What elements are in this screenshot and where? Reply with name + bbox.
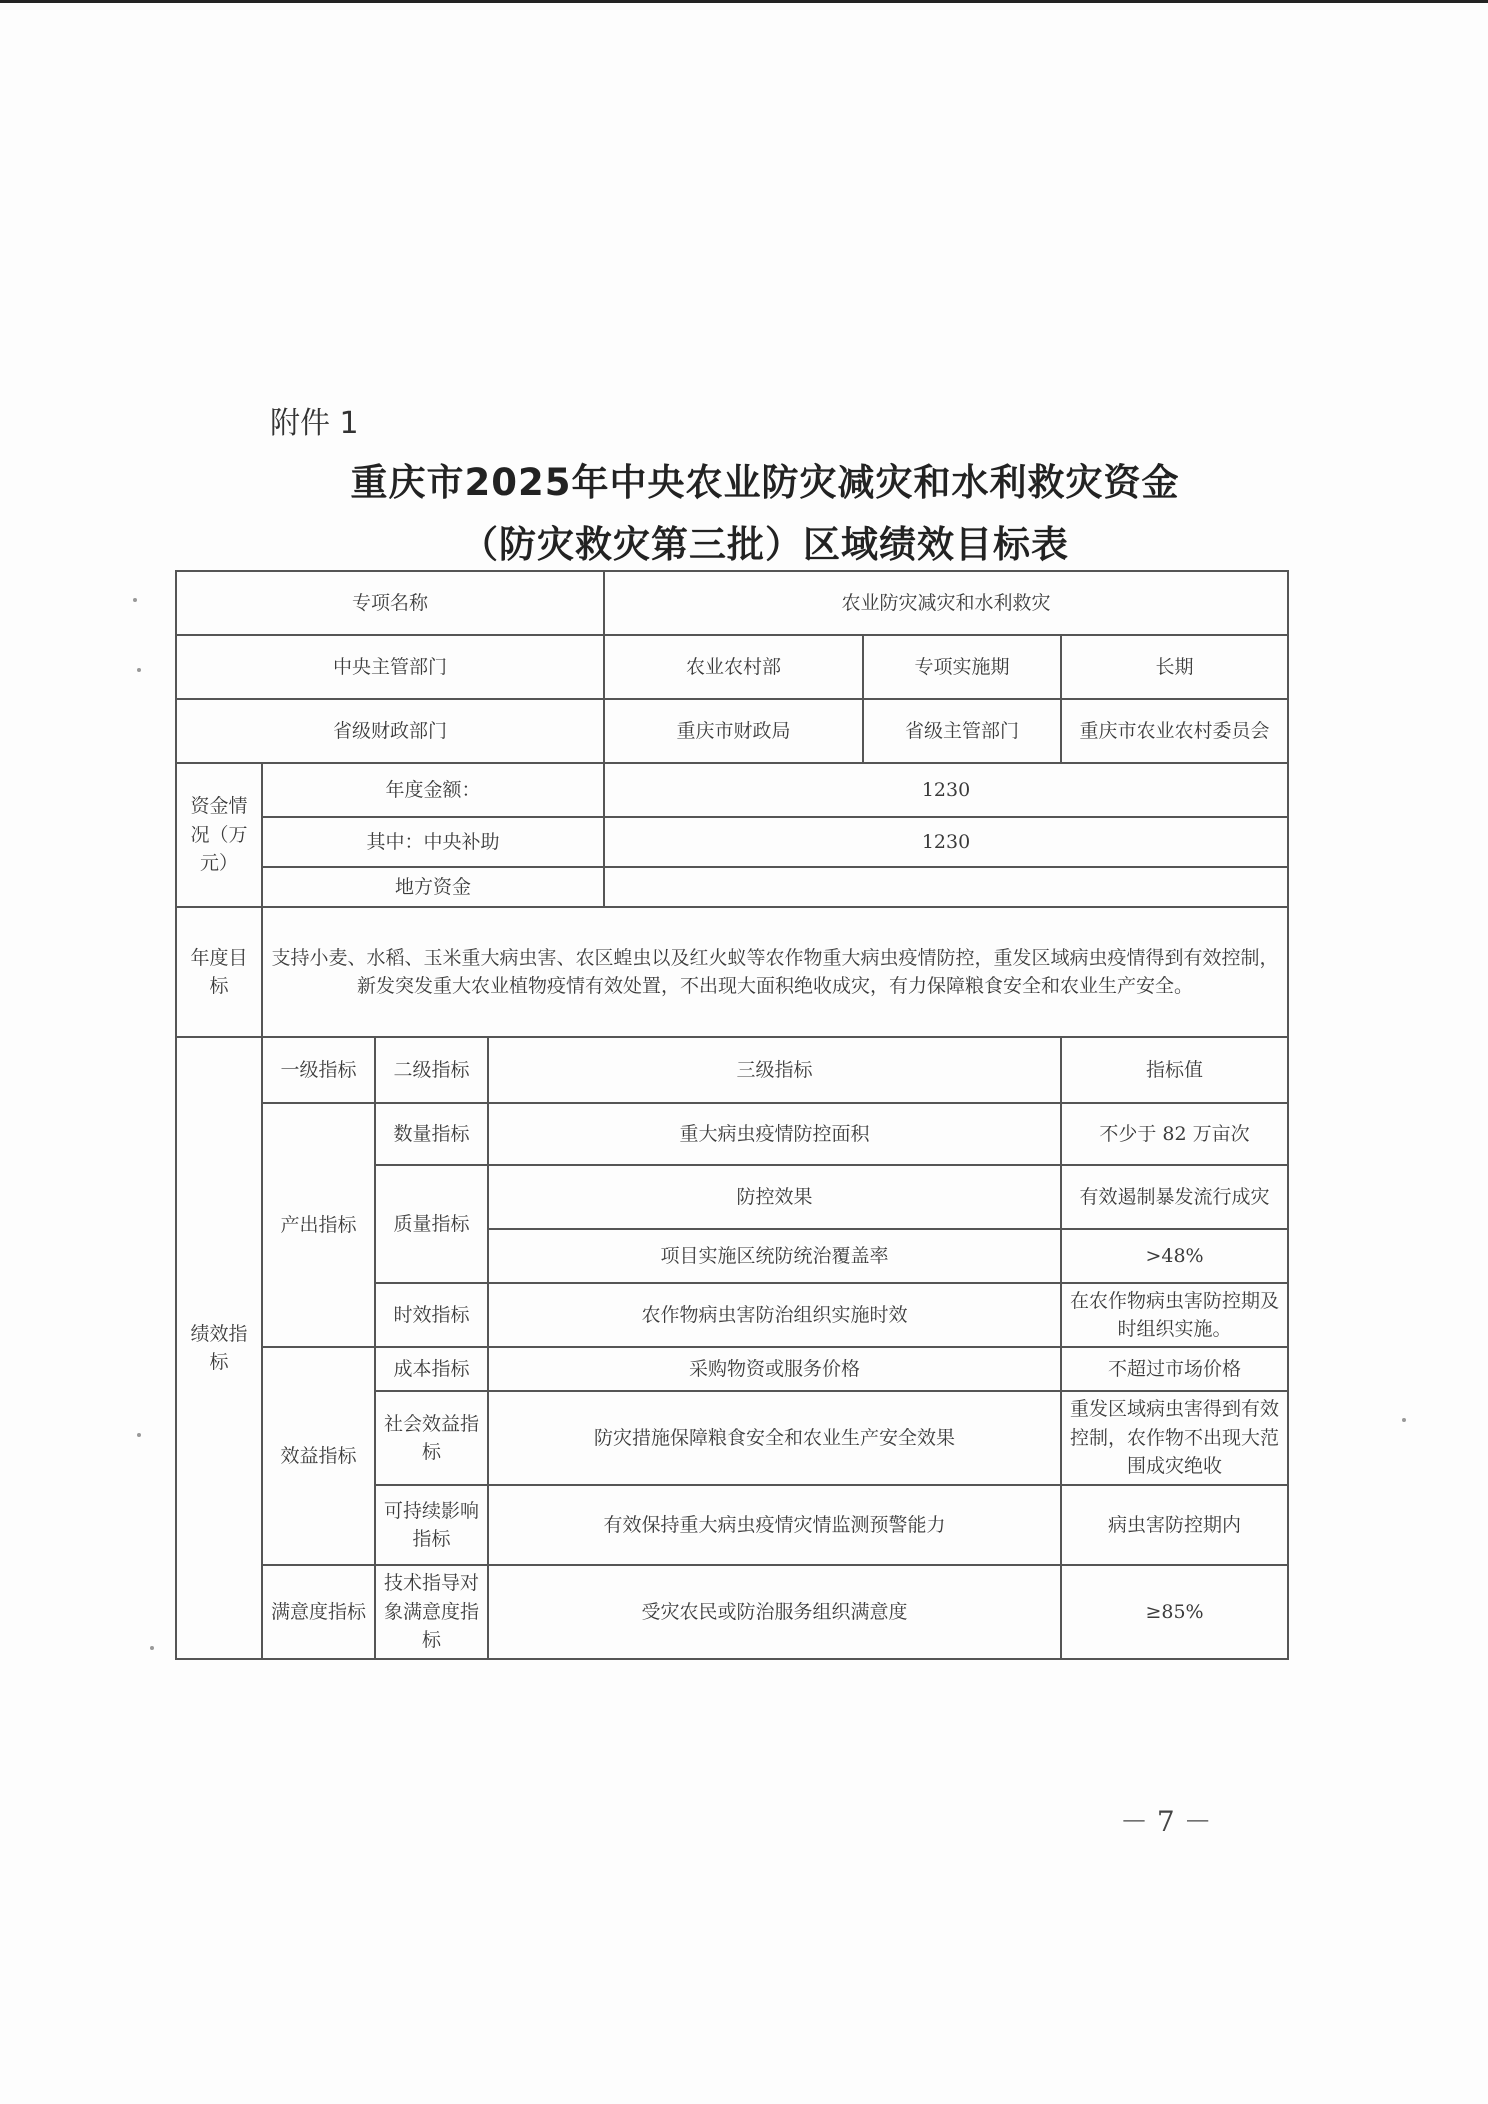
central-dept-label: 中央主管部门 <box>176 635 604 699</box>
scan-speck <box>137 668 141 672</box>
level3-cell: 受灾农民或防治服务组织满意度 <box>488 1565 1061 1659</box>
perf-label: 绩效指标 <box>176 1037 262 1659</box>
attachment-label: 附件 1 <box>270 406 359 441</box>
row-local-funds <box>176 867 1288 907</box>
level3-cell: 防灾措施保障粮食安全和农业生产安全效果 <box>488 1391 1061 1485</box>
satisfaction-label: 满意度指标 <box>262 1565 375 1659</box>
project-name-label: 专项名称 <box>176 571 604 635</box>
central-dept-value: 农业农村部 <box>604 635 863 699</box>
indicator-value: ≥85% <box>1061 1565 1288 1659</box>
indicator-row <box>176 1347 1288 1391</box>
header-level3: 三级指标 <box>488 1037 1061 1103</box>
indicator-value: 重发区域病虫害得到有效控制，农作物不出现大范围成灾绝收 <box>1061 1391 1288 1485</box>
local-funds-value <box>604 867 1288 907</box>
annual-amount-label: 年度金额： <box>262 763 604 817</box>
row-annual-amount <box>176 763 1288 817</box>
central-subsidy-value: 1230 <box>604 817 1288 867</box>
annual-goal-label: 年度目标 <box>176 907 262 1037</box>
project-name-value: 农业防灾减灾和水利救灾 <box>604 571 1288 635</box>
indicator-row <box>176 1103 1288 1165</box>
page-number: － 7 － <box>1120 1805 1212 1838</box>
level2-cell: 成本指标 <box>375 1347 488 1391</box>
document-title-line1: 重庆市2025年中央农业防灾减灾和水利救灾资金 <box>350 461 1180 504</box>
period-value: 长期 <box>1061 635 1288 699</box>
page-top-edge <box>0 0 1488 3</box>
scan-speck <box>150 1646 154 1650</box>
header-level2: 二级指标 <box>375 1037 488 1103</box>
level3-cell: 采购物资或服务价格 <box>488 1347 1061 1391</box>
indicator-value: 有效遏制暴发流行成灾 <box>1061 1165 1288 1229</box>
prov-finance-value: 重庆市财政局 <box>604 699 863 763</box>
row-prov-finance <box>176 699 1288 763</box>
indicator-value: 不超过市场价格 <box>1061 1347 1288 1391</box>
row-central-dept <box>176 635 1288 699</box>
header-level1: 一级指标 <box>262 1037 375 1103</box>
annual-amount-value: 1230 <box>604 763 1288 817</box>
annual-goal-text: 支持小麦、水稻、玉米重大病虫害、农区蝗虫以及红火蚁等农作物重大病虫疫情防控，重发区域病虫疫情得到有效控制，新发突发重大农业植物疫情有效处置，不出现大面积绝收成灾，有力保障粮食安全和农业生产安全。 <box>262 907 1288 1037</box>
level2-cell: 技术指导对象满意度指标 <box>375 1565 488 1659</box>
local-funds-label: 地方资金 <box>262 867 604 907</box>
level3-cell: 重大病虫疫情防控面积 <box>488 1103 1061 1165</box>
indicator-row <box>176 1565 1288 1659</box>
scan-speck <box>137 1433 141 1437</box>
level3-cell: 有效保持重大病虫疫情灾情监测预警能力 <box>488 1485 1061 1565</box>
level3-cell: 防控效果 <box>488 1165 1061 1229</box>
level3-cell: 项目实施区统防统治覆盖率 <box>488 1229 1061 1283</box>
document-title-line2: （防灾救灾第三批）区域绩效目标表 <box>461 523 1069 566</box>
funds-label: 资金情况（万元） <box>176 763 262 907</box>
benefit-label: 效益指标 <box>262 1347 375 1565</box>
level3-cell: 农作物病虫害防治组织实施时效 <box>488 1283 1061 1347</box>
level2-cell: 时效指标 <box>375 1283 488 1347</box>
level2-cell: 社会效益指标 <box>375 1391 488 1485</box>
performance-target-table <box>175 570 1289 1660</box>
level2-cell: 数量指标 <box>375 1103 488 1165</box>
row-annual-goal <box>176 907 1288 1037</box>
row-central-subsidy <box>176 817 1288 867</box>
level2-cell: 可持续影响指标 <box>375 1485 488 1565</box>
indicator-value: 在农作物病虫害防控期及时组织实施。 <box>1061 1283 1288 1347</box>
row-indicator-header <box>176 1037 1288 1103</box>
indicator-value: 不少于 82 万亩次 <box>1061 1103 1288 1165</box>
output-label: 产出指标 <box>262 1103 375 1347</box>
central-subsidy-label: 其中：中央补助 <box>262 817 604 867</box>
row-project-name <box>176 571 1288 635</box>
period-label: 专项实施期 <box>863 635 1061 699</box>
prov-finance-label: 省级财政部门 <box>176 699 604 763</box>
prov-dept-label: 省级主管部门 <box>863 699 1061 763</box>
prov-dept-value: 重庆市农业农村委员会 <box>1061 699 1288 763</box>
level2-cell: 质量指标 <box>375 1165 488 1283</box>
indicator-value: >48% <box>1061 1229 1288 1283</box>
header-value: 指标值 <box>1061 1037 1288 1103</box>
scan-speck <box>1402 1418 1406 1422</box>
scan-speck <box>133 598 137 602</box>
indicator-value: 病虫害防控期内 <box>1061 1485 1288 1565</box>
